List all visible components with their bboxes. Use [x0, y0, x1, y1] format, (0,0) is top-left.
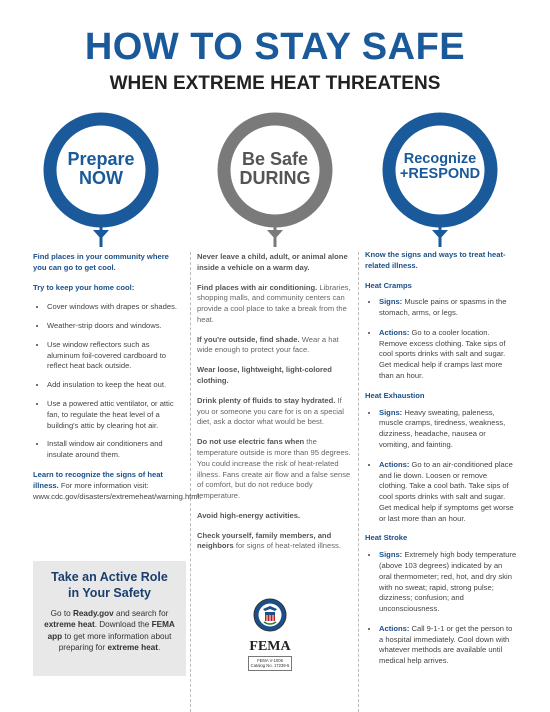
respond-ring-icon — [389, 119, 491, 247]
list-item: • Cover windows with drapes or shades. — [47, 302, 183, 313]
during-ring-label — [225, 150, 325, 188]
during-item-text: If you or someone you care for is on a special diet, ask a doctor what would be best. — [197, 395, 344, 427]
ready-gov-link[interactable]: Ready.gov — [72, 608, 114, 618]
prepare-column — [33, 252, 202, 511]
during-item-bold: Avoid high-energy activities. — [197, 510, 301, 520]
callout-text: . — [157, 643, 161, 653]
catalog-number: Catalog No. 17239-5 — [250, 663, 290, 669]
during-item-text: the temperature outside is more than 95 degrees. You could increase the risk of heat-related illness. Fans create air flow and a false sense of comfort, but do not reduce body temperature. — [197, 437, 351, 501]
learn-paragraph — [33, 469, 202, 502]
signs-label: Signs: — [379, 550, 403, 560]
list-item — [379, 460, 517, 525]
respond-column — [365, 250, 517, 676]
callout-text: . Download the — [94, 620, 152, 630]
callout-text: to get more information about preparing for — [58, 631, 172, 653]
during-item — [197, 437, 352, 502]
callout-title-line2: in Your Safety — [68, 586, 151, 601]
signs-text: Muscle pains or spasms in the stomach, arms, or legs. — [379, 297, 507, 318]
during-item-text: for signs of heat-related illness. — [233, 541, 341, 551]
during-column — [197, 252, 352, 561]
section-heading-heat-cramps: Heat Cramps — [365, 280, 412, 290]
during-item-text: Libraries, shopping malls, and community centers can provide a cool place to take a break from the heat. — [197, 282, 351, 324]
actions-label: Actions: — [379, 327, 410, 337]
during-item — [197, 396, 352, 428]
callout-title-line1: Take an Active Role — [51, 570, 168, 584]
respond-ring-line1: Recognize — [403, 151, 477, 167]
callout-title — [33, 569, 186, 602]
heat-cramps-list — [365, 297, 517, 381]
prepare-intro: Find places in your community where you can go to get cool. — [33, 252, 169, 272]
learn-heading: Learn to recognize the signs of heat illness. — [33, 469, 163, 490]
list-item: • Use a powered attic ventilator, or attic fan, to regulate the heat level of a building's attic by clearing hot air. — [47, 399, 183, 431]
during-item — [197, 365, 352, 387]
heat-stroke-list — [365, 550, 517, 667]
during-item-bold: Wear loose, lightweight, light-colored clothing. — [197, 365, 332, 386]
active-role-callout — [33, 561, 186, 676]
during-item — [197, 252, 352, 274]
actions-label: Actions: — [379, 623, 410, 633]
catalog-box — [248, 656, 292, 671]
signs-label: Signs: — [379, 297, 403, 307]
form-number: FEMA V-1006 — [257, 658, 283, 663]
section-heading-heat-exhaustion: Heat Exhaustion — [365, 390, 425, 400]
list-item: • Weather-strip doors and windows. — [47, 321, 183, 332]
during-item-bold: If you're outside, find shade. — [197, 334, 300, 344]
dhs-seal-icon — [253, 598, 287, 632]
signs-label: Signs: — [379, 407, 403, 417]
column-divider — [358, 252, 360, 712]
actions-label: Actions: — [379, 459, 410, 469]
callout-keyword: extreme heat — [107, 643, 158, 653]
prepare-ring-label — [51, 150, 151, 188]
signs-text: Extremely high body temperature (above 103 degrees) indicated by an oral thermometer; red, hot, and dry skin with no sweat; rapid, strong pulse; dizziness; confusion; and unconsciousness. — [379, 550, 517, 614]
during-ring-line1: Be Safe — [241, 149, 309, 169]
signs-text: Heavy sweating, paleness, muscle cramps, tiredness, weakness, dizziness, headache, nausea or vomiting, and fainting. — [379, 407, 506, 449]
list-item — [379, 408, 517, 451]
actions-text: Go to a cooler location. Remove excess clothing. Take sips of cool sports drinks with salt and sugar. Get medical help if cramps last more than an hour. — [379, 327, 506, 381]
list-item — [379, 624, 517, 667]
during-item — [197, 511, 352, 522]
fema-logo — [248, 598, 292, 671]
prepare-lead: Try to keep your home cool: — [33, 282, 135, 292]
respond-ring-line2: +RESPOND — [399, 166, 481, 183]
page-subtitle: WHEN EXTREME HEAT THREATENS — [109, 73, 441, 94]
prepare-ring-line1: Prepare — [67, 149, 135, 169]
actions-text: Call 9-1-1 or get the person to a hospital immediately. Cool down with whatever methods are available until medical help arrives. — [379, 623, 513, 666]
column-divider — [190, 252, 192, 712]
during-item — [197, 335, 352, 357]
respond-intro: Know the signs and ways to treat heat-related illness. — [365, 250, 506, 270]
heat-exhaustion-list — [365, 408, 517, 525]
callout-body — [33, 608, 186, 655]
callout-text: Go to — [50, 608, 73, 618]
list-item — [379, 550, 517, 615]
actions-text: Go to an air-conditioned place and lie down. Loosen or remove clothing. Take a cool bath. Take sips of cool sports drinks with salt and sugar. Get medical help if symptoms get worse or last more than an hour. — [379, 459, 514, 523]
during-ring-line2: DURING — [239, 167, 311, 188]
list-item — [379, 328, 517, 382]
during-item — [197, 283, 352, 326]
list-item: • Add insulation to keep the heat out. — [47, 380, 183, 391]
list-item: • Install window air conditioners and insulate around them. — [47, 439, 183, 461]
fema-wordmark: FEMA — [249, 639, 291, 654]
callout-keyword: extreme heat — [44, 620, 95, 630]
during-item-bold: Find places with air conditioning. — [197, 282, 318, 292]
fema-app-keyword: FEMA app — [47, 620, 175, 641]
during-item-text: Wear a hat wide enough to protect your face. — [197, 334, 339, 355]
during-item-bold: Drink plenty of fluids to stay hydrated. — [197, 395, 336, 405]
during-item — [197, 531, 352, 553]
during-item-bold: Check yourself, family members, and neighbors — [197, 530, 332, 551]
list-item: • Use window reflectors such as aluminum foil-covered cardboard to reflect heat back outside. — [47, 340, 183, 372]
prepare-ring-line2: NOW — [79, 167, 123, 188]
list-item — [379, 297, 517, 319]
during-item-bold: Do not use electric fans when — [197, 437, 305, 447]
during-item-bold: Never leave a child, adult, or animal alone inside a vehicle on a warm day. — [197, 252, 348, 272]
callout-text: and search for — [113, 608, 169, 618]
page-title: HOW TO STAY SAFE — [84, 26, 466, 68]
section-heading-heat-stroke: Heat Stroke — [365, 533, 408, 543]
learn-text: For more information visit: www.cdc.gov/disasters/extremeheat/warning.html. — [33, 480, 202, 501]
prepare-list — [33, 302, 183, 461]
respond-ring-label — [390, 152, 490, 182]
